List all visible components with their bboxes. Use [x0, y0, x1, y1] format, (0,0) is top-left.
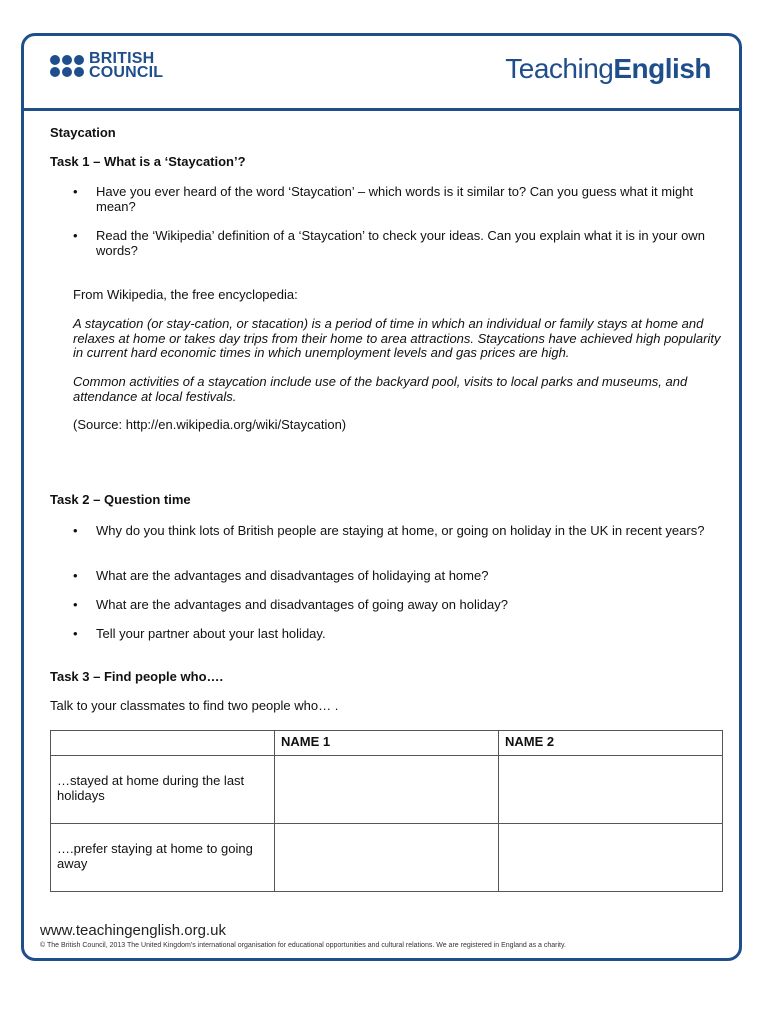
- find-people-table: [50, 730, 723, 892]
- table-header-blank: [51, 731, 275, 756]
- bullet-icon: •: [73, 597, 78, 612]
- bullet-icon: •: [73, 568, 78, 583]
- task2-bullet-2: What are the advantages and disadvantages of holidaying at home?: [96, 568, 489, 583]
- teaching-english-logo: TeachingEnglish: [505, 53, 711, 84]
- source-citation: (Source: http://en.wikipedia.org/wiki/Staycation): [73, 417, 347, 432]
- task3-heading: Task 3 – Find people who….: [50, 669, 224, 684]
- task3-intro: Talk to your classmates to find two people who… .: [50, 698, 339, 713]
- definition-paragraph-2: Common activities of a staycation include use of the backyard pool, visits to local parks and museums, and attendance at local festivals.: [73, 374, 688, 404]
- footer-copyright: © The British Council, 2013 The United Kingdom’s international organisation for educational opportunities and cultural relations. We are registered in England as a charity.: [40, 942, 566, 949]
- bullet-icon: •: [73, 523, 78, 538]
- table-row: [51, 756, 723, 824]
- table-header-name2: NAME 2: [499, 731, 723, 756]
- name2-cell[interactable]: [499, 756, 723, 824]
- table-header-name1: NAME 1: [275, 731, 499, 756]
- task2-bullet-3: What are the advantages and disadvantages of going away on holiday?: [96, 597, 508, 612]
- task1-bullet-2: Read the ‘Wikipedia’ definition of a ‘Staycation’ to check your ideas. Can you explain what it is in your own words?: [96, 228, 705, 258]
- name1-cell[interactable]: [275, 756, 499, 824]
- bullet-icon: •: [73, 228, 78, 243]
- table-header-row: [51, 731, 723, 756]
- british-council-wordmark: BRITISH COUNCIL: [89, 50, 164, 81]
- task2-bullet-1: Why do you think lots of British people are staying at home, or going on holiday in the UK in recent years?: [96, 523, 705, 538]
- footer-url[interactable]: www.teachingenglish.org.uk: [40, 922, 226, 939]
- bullet-icon: •: [73, 184, 78, 199]
- page-title: Staycation: [50, 125, 116, 140]
- task1-bullet-1: Have you ever heard of the word ‘Staycation’ – which words is it similar to? Can you guess what it might mean?: [96, 184, 694, 214]
- source-intro: From Wikipedia, the free encyclopedia:: [73, 287, 298, 302]
- row-prompt: ….prefer staying at home to going away: [51, 824, 275, 892]
- header-divider: [21, 108, 742, 111]
- name1-cell[interactable]: [275, 824, 499, 892]
- table-row: [51, 824, 723, 892]
- british-council-logo: [50, 52, 163, 80]
- name2-cell[interactable]: [499, 824, 723, 892]
- task2-heading: Task 2 – Question time: [50, 492, 191, 507]
- definition-paragraph-1: A staycation (or stay-cation, or stacation) is a period of time in which an individual or family stays at home and relaxes at home or takes day trips from their home to area attractions. Staycations have achieved high popularity in current hard economic times in which unemployment levels and gas prices are high.: [73, 316, 721, 360]
- bullet-icon: •: [73, 626, 78, 641]
- row-prompt: …stayed at home during the last holidays: [51, 756, 275, 824]
- task1-heading: Task 1 – What is a ‘Staycation’?: [50, 154, 246, 169]
- british-council-dots-icon: [50, 55, 84, 77]
- task2-bullet-4: Tell your partner about your last holiday.: [96, 626, 326, 641]
